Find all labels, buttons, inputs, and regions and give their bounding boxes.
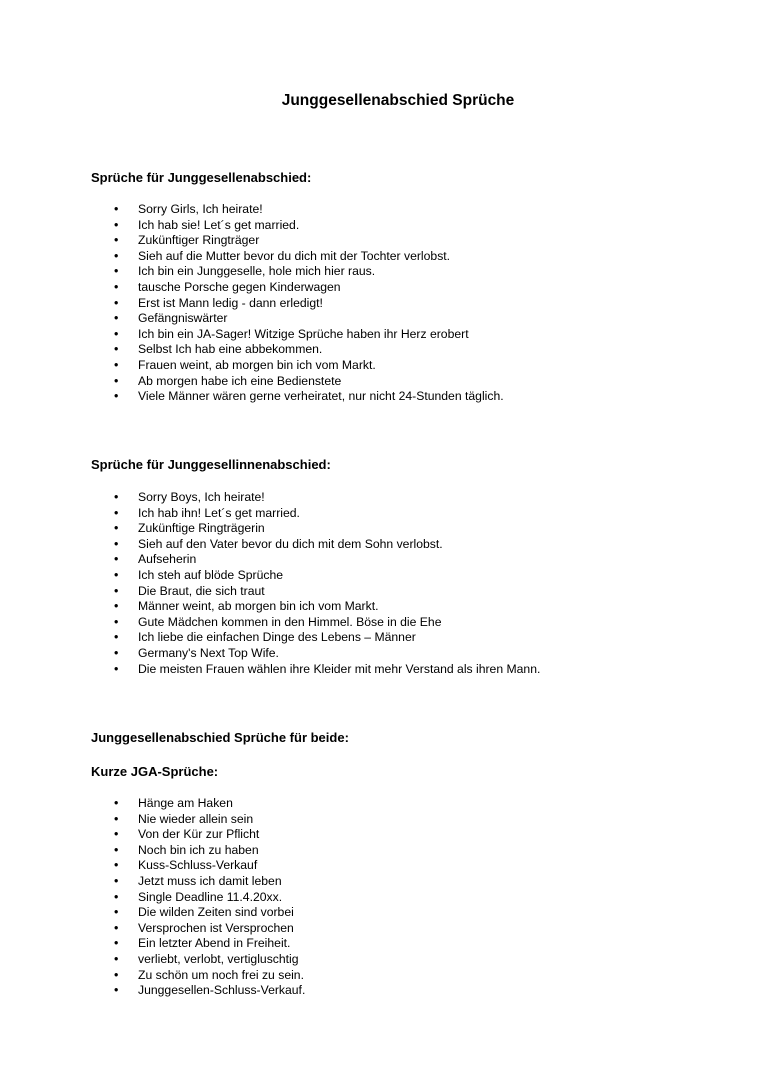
list-item: • Männer weint, ab morgen bin ich vom Markt.: [91, 599, 540, 615]
list-item: • Sorry Girls, Ich heirate!: [91, 202, 504, 218]
list-item: • Von der Kür zur Pflicht: [91, 827, 305, 843]
section-heading: Sprüche für Junggesellinnenabschied:: [91, 457, 331, 472]
list-item: • Ich bin ein JA-Sager! Witzige Sprüche haben ihr Herz erobert: [91, 327, 504, 343]
list-item: • Erst ist Mann ledig - dann erledigt!: [91, 296, 504, 312]
list-item: • Sieh auf den Vater bevor du dich mit dem Sohn verlobst.: [91, 537, 540, 553]
section-heading: Sprüche für Junggesellenabschied:: [91, 170, 312, 185]
section-heading: Junggesellenabschied Sprüche für beide:: [91, 730, 349, 745]
list-item: • Hänge am Haken: [91, 796, 305, 812]
list-item: • Single Deadline 11.4.20xx.: [91, 890, 305, 906]
list-item: • Nie wieder allein sein: [91, 812, 305, 828]
list-item: • Ein letzter Abend in Freiheit.: [91, 936, 305, 952]
list-item: • Sorry Boys, Ich heirate!: [91, 490, 540, 506]
list-item: • Frauen weint, ab morgen bin ich vom Markt.: [91, 358, 504, 374]
list-item: • Die Braut, die sich traut: [91, 584, 540, 600]
list-item: • Ab morgen habe ich eine Bedienstete: [91, 374, 504, 390]
bullet-list: [91, 202, 504, 405]
list-item: • Zukünftiger Ringträger: [91, 233, 504, 249]
list-item: • Aufseherin: [91, 552, 540, 568]
bullet-list: [91, 796, 305, 999]
bullet-list: [91, 490, 540, 677]
list-item: • Viele Männer wären gerne verheiratet, nur nicht 24-Stunden täglich.: [91, 389, 504, 405]
list-item: • Gefängniswärter: [91, 311, 504, 327]
list-item: • Noch bin ich zu haben: [91, 843, 305, 859]
list-item: • Germany's Next Top Wife.: [91, 646, 540, 662]
list-item: • Jetzt muss ich damit leben: [91, 874, 305, 890]
list-item: • Die wilden Zeiten sind vorbei: [91, 905, 305, 921]
list-item: • Junggesellen-Schluss-Verkauf.: [91, 983, 305, 999]
list-item: • Kuss-Schluss-Verkauf: [91, 858, 305, 874]
list-item: • Ich liebe die einfachen Dinge des Lebens – Männer: [91, 630, 540, 646]
page-title: [0, 92, 768, 110]
page-title-text: Junggesellenabschied Sprüche: [281, 92, 515, 109]
list-item: • Sieh auf die Mutter bevor du dich mit der Tochter verlobst.: [91, 249, 504, 265]
list-item: • Gute Mädchen kommen in den Himmel. Böse in die Ehe: [91, 615, 540, 631]
list-item: • Zukünftige Ringträgerin: [91, 521, 540, 537]
sub-heading: Kurze JGA-Sprüche:: [91, 764, 219, 779]
list-item: • Zu schön um noch frei zu sein.: [91, 968, 305, 984]
list-item: • Versprochen ist Versprochen: [91, 921, 305, 937]
list-item: • tausche Porsche gegen Kinderwagen: [91, 280, 504, 296]
list-item: • Selbst Ich hab eine abbekommen.: [91, 342, 504, 358]
list-item: • verliebt, verlobt, vertigluschtig: [91, 952, 305, 968]
list-item: • Ich hab sie! Let´s get married.: [91, 218, 504, 234]
list-item: • Ich steh auf blöde Sprüche: [91, 568, 540, 584]
list-item: • Ich bin ein Junggeselle, hole mich hier raus.: [91, 264, 504, 280]
list-item: • Ich hab ihn! Let´s get married.: [91, 506, 540, 522]
list-item: • Die meisten Frauen wählen ihre Kleider mit mehr Verstand als ihren Mann.: [91, 662, 540, 678]
